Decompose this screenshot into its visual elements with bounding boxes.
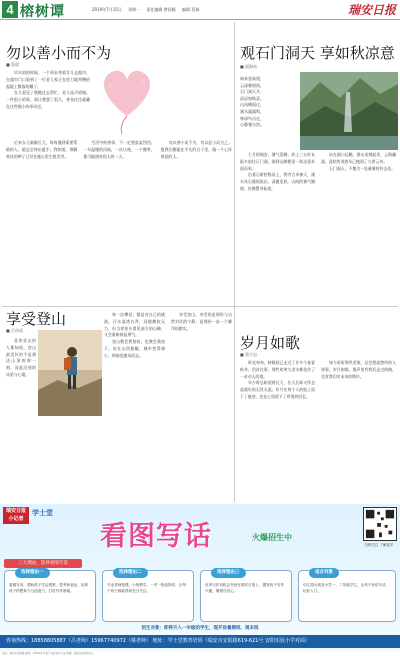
meta-weekday: 星期一 [128,7,141,12]
paragraph: 如今再听那些老歌，总会想起曾经的人和事。岁月如歌，歌声里有我们走过的路，也有我们对未来的期许。 [321,360,396,379]
article-column [321,152,396,304]
ad-badge: 火爆招生中 [252,533,292,542]
article-byline: ■ 蔡少岩 [240,352,258,357]
ad-card-title: 选择理由二 [113,568,148,578]
ad-card-title: 选择理由三 [211,568,246,578]
article-column [240,360,315,500]
article-title: 观石门洞天 享如秋凉意 [240,44,395,62]
article-column [321,360,396,500]
article-column [161,140,232,306]
article-body [6,140,232,306]
paragraph: 早年前的时候，一个周末带着女儿去超市，在超市门口看到了一位老人家正在吃力地弯腰拾起地上散落的橘子。 [6,70,90,89]
poem-line: 溪水潺潺鸣， [240,108,264,114]
paragraph: 后来女儿渐渐长大，每每遇到需要帮助的人，她总会伸出援手。我知道，那颗善良的种子已经在她心里生根发芽。 [6,140,78,159]
article-column [240,152,315,304]
ad-card-text: 看图写话，帮助孩子学会观察、思考和表达，培养孩子的想象力与创造力，打好写作基础。 [9,583,89,593]
article-column [6,338,36,498]
article-byline: ■ 邱海东 [240,64,258,69]
qr-code-icon[interactable] [363,507,397,541]
ad-contact: 咨询热线：18858805887（吕老师）15967740972（蔡老师） 地址：学士堂教育培训（瑞安市安阳路619-621号 安阳实验小学对面） [0,635,400,648]
advertisement [0,504,400,652]
article-body [240,152,396,304]
article-column [6,140,77,306]
ad-enrollment: 招生对象：即将升入一年级的学生，现开设暑期班、周末班 [141,626,259,631]
poem-line: 闲来登高望， [240,76,264,81]
poem-line: 云深雾绕间， [240,82,264,88]
mountain-photo [300,72,398,150]
paragraph: 登山教会我坚持，也教会我放下。站在山顶俯瞰，城市变得渺小，烦恼也随风而去。 [104,339,165,358]
ad-card [200,570,292,622]
school-logo: 学士堂 [32,509,53,517]
reporter-logo: 瑞安日报 小记者 [3,507,29,524]
article-column [171,312,232,500]
poem-line: 山风拂面过， [240,102,264,108]
ad-card [298,570,396,622]
article-title: 享受登山 [6,310,67,328]
article-body [104,312,232,500]
heart-illustration [92,56,162,134]
qr-caption: 扫码关注 了解更多 [364,543,394,547]
section-title: 榕树谭 [20,4,65,20]
article-body [240,360,396,500]
poem-line: 林深鸟自在， [240,115,264,121]
page-footer: 地址：瑞安市安阳路 邮编：325200 本报广告经营许可证 印刷：瑞安日报印务中心 [2,652,94,655]
article-body [6,338,36,498]
meta-designer: 编辑 蔡瑞 [181,7,200,12]
ad-title: 看图写话 [100,521,212,552]
paragraph: 沿着石阶拾级而上，两旁古木参天，溪水从石缝间流出，清澈见底。山间的雾气缭绕，仿佛置身仙境。 [240,172,315,191]
poem-line: 心静暑自消。 [240,122,264,128]
poem-line: 清凉如秋意。 [240,95,264,101]
paragraph: 喜欢登山的人都知道，登山最美好的不是到达山顶的那一刻，而是沿途的风景与心境。 [6,338,36,377]
paragraph: 每一次攀登，都是对自己的挑战。汗水湿透衣背，双腿酸软无力，但当你抬头望见前方的山峰，又会重新鼓起勇气。 [104,312,165,338]
ad-card [102,570,194,622]
column-divider [234,22,235,502]
paragraph: 勿以善小而不为，勿以恶小而为之。愿我们都能在平凡的日子里，做一个心怀善意的人。 [160,140,232,159]
ad-card-text: 专业老师授课，小班教学，一对一批改指导，让每个孩子都能得到充分关注。 [107,583,187,593]
ad-card-title: 选择理由一 [15,568,50,578]
newspaper-brand: 瑞安日报 [347,3,396,17]
paragraph: 时光匆匆，转眼间已走过了许多个春夏秋冬。回首往事，那些欢笑与泪水都化作了一首动人的歌。 [240,360,315,379]
article-title: 岁月如歌 [240,334,301,352]
article-column [83,140,154,306]
ad-card [4,570,96,622]
ad-strip: 三大理由，选择看图写话 [4,559,82,568]
masthead [0,0,400,20]
paragraph: 站在洞口远眺，群山连绵起伏，云海翻涌，此时的炎热早已抛到了九霄云外。 [321,152,396,164]
article-byline: ■ 蔡晨 [6,62,20,67]
ad-card-text: 幼儿园大班及小学一、二年级学生，让孩子快乐写话，轻松入门。 [303,583,390,593]
paragraph: 享受登山，享受的是那份与自然对话的宁静，是那份一步一个脚印的踏实。 [171,312,232,331]
ad-card-title: 适合对象 [309,568,339,578]
paragraph: 女儿看见了便跑过去帮忙，老人连声道谢。一件很小的事，却让我想了很久，善良往往就藏在这些细小的举动里。 [6,90,90,109]
meta-date: 2019年7月15日 [92,7,122,12]
ad-card-text: 优秀习作有机会刊登在瑞安日报上，激发孩子写作兴趣，增强自信心。 [205,583,285,593]
paragraph: 七月的瑞安，暑气蒸腾。约上三五好友驱车前往石门洞，刚到山脚便觉一阵凉意扑面而来。 [240,152,315,171]
article-title: 勿以善小而不为 [6,44,112,62]
article-column [104,312,165,500]
section-divider [2,306,398,307]
paragraph: 石门洞天，不愧为一处避暑的好去处。 [329,165,396,171]
poem-line: 石门洞天开， [240,89,264,95]
climber-photo [38,330,102,416]
paragraph: 年少时总盼望着长大，长大后却又怀念起童年的无忧无虑。岁月在每个人的脸上留下了痕迹，也在心里留下了珍贵的回忆。 [240,380,315,399]
article-byline: ■ 吕卓雨 [6,328,24,333]
masthead-meta [92,7,204,13]
poem [240,76,296,129]
paragraph: 生活中的善事，不一定要轰轰烈烈。一句温暖的问候，一次让座，一个微笑，都可能照亮别人的一天。 [83,140,155,159]
page-number: 4 [2,1,18,18]
meta-editor: 责任编辑 曾舒颖 [146,7,176,12]
